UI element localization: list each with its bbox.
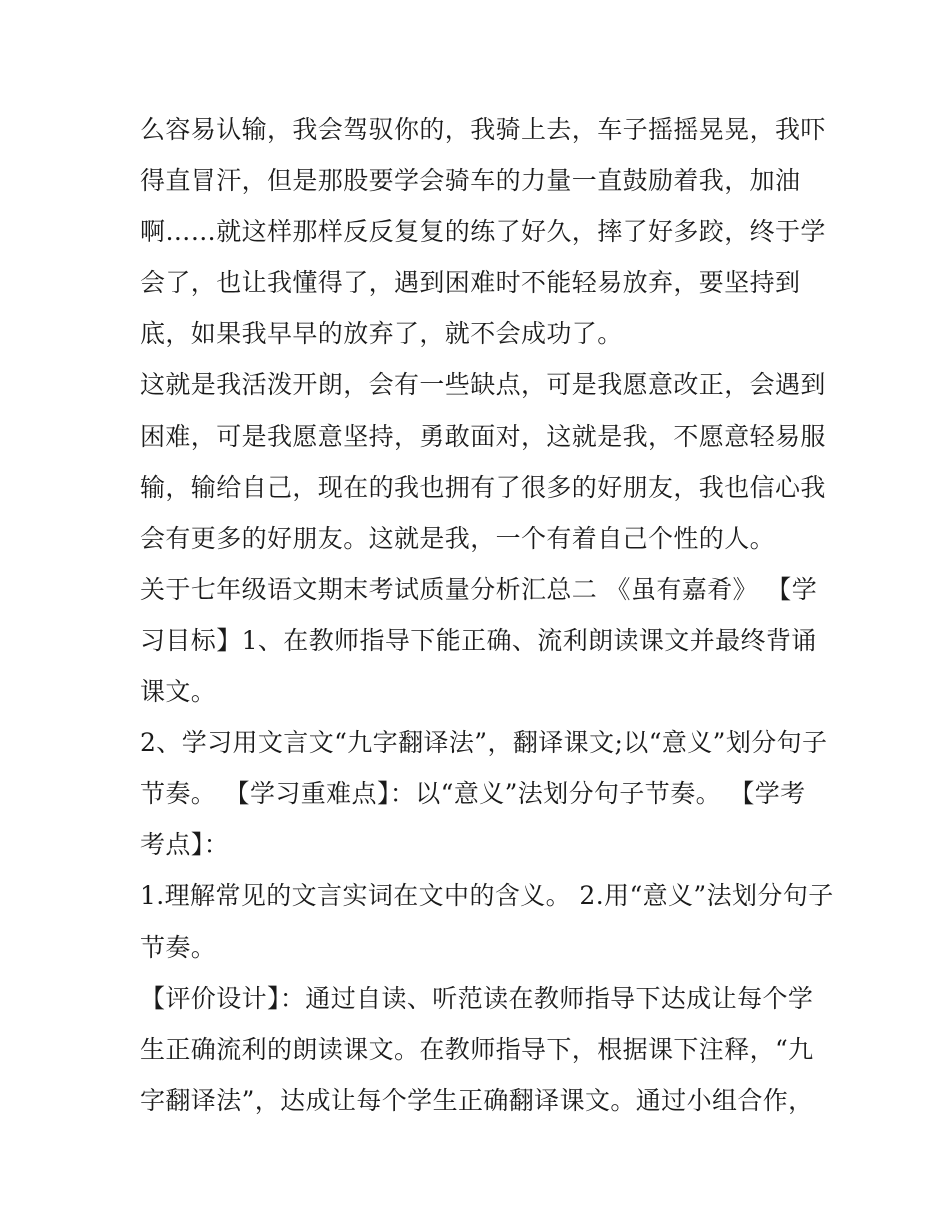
text-line: 啊……就这样那样反反复复的练了好久，摔了好多跤，终于学 (140, 217, 826, 247)
body-text (140, 104, 834, 1126)
text-line: 么容易认输，我会驾驭你的，我骑上去，车子摇摇晃晃，我吓 (140, 115, 826, 144)
text-line: 生正确流利的朗读课文。在教师指导下，根据课下注释，“九 (140, 1034, 814, 1064)
text-line: 字翻译法”，达成让每个学生正确翻译课文。通过小组合作， (140, 1085, 814, 1115)
text-line: 会有更多的好朋友。这就是我，一个有着自己个性的人。 (140, 523, 776, 553)
text-line: 输，输给自己，现在的我也拥有了很多的好朋友，我也信心我 (140, 472, 826, 502)
text-line: 习目标】1、在教师指导下能正确、流利朗读课文并最终背诵 (140, 625, 817, 655)
section-heading-line: 关于七年级语文期末考试质量分析汇总二 《虽有嘉肴》 【学 (140, 574, 818, 604)
text-line: 这就是我活泼开朗，会有一些缺点，可是我愿意改正，会遇到 (140, 370, 826, 400)
text-line: 【评价设计】：通过自读、听范读在教师指导下达成让每个学 (140, 983, 814, 1013)
text-line: 2、学习用文言文“九字翻译法”，翻译课文;以“意义”划分句子 (140, 728, 828, 758)
text-line: 得直冒汗，但是那股要学会骑车的力量一直鼓励着我，加油 (140, 166, 801, 196)
text-line: 1.理解常见的文言实词在文中的含义。 2.用“意义”法划分句子 (140, 881, 834, 911)
text-line: 会了，也让我懂得了，遇到困难时不能轻易放弃，要坚持到 (140, 268, 801, 298)
text-line: 困难，可是我愿意坚持，勇敢面对，这就是我，不愿意轻易服 (140, 421, 826, 451)
text-line: 节奏。 (140, 932, 217, 962)
text-line: 课文。 (140, 677, 217, 707)
text-line: 考点】： (140, 830, 230, 860)
text-line: 节奏。 【学习重难点】：以“意义”法划分句子节奏。 【学考 (140, 779, 806, 809)
text-line: 底，如果我早早的放弃了，就不会成功了。 (140, 319, 623, 349)
